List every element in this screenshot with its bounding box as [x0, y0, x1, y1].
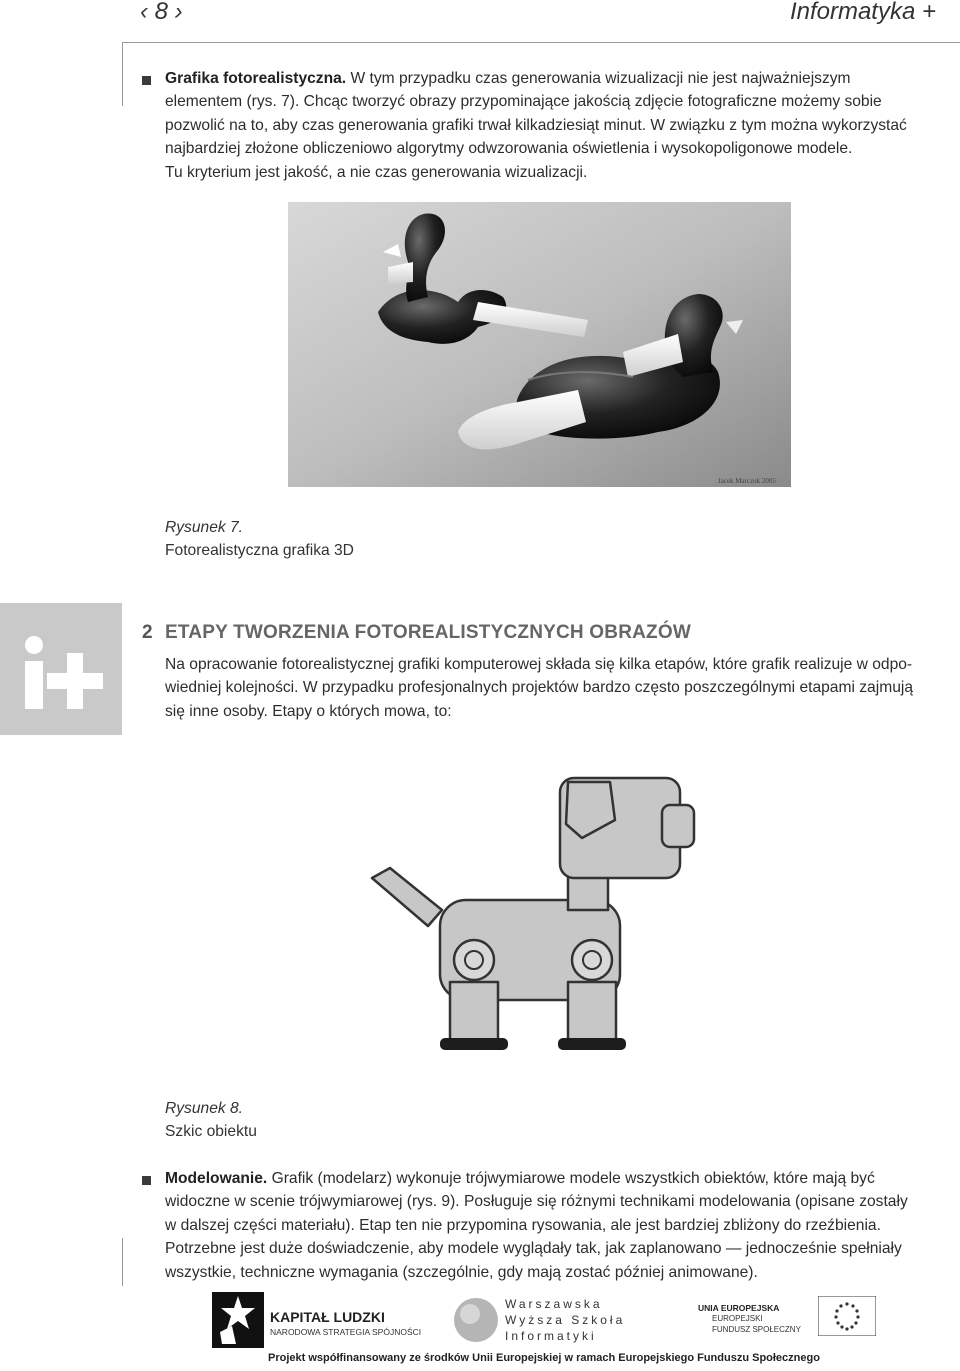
- i-plus-icon: [0, 603, 122, 735]
- paragraph-line: najbardziej złożone obliczeniowo algorytmy odwzorowania oświetlenia i wysokopoligonowe modele.: [165, 140, 853, 158]
- margin-rule-bottom: [122, 1238, 123, 1286]
- paragraph-line: elementem (rys. 7). Chcąc tworzyć obrazy przypominające jakością zdjęcie fotograficzne możemy sobie: [165, 93, 882, 111]
- bullet-title: Modelowanie.: [165, 1170, 268, 1187]
- paragraph-line: Modelowanie. Grafik (modelarz) wykonuje trójwymiarowe modele wszystkich obiektów, które mają być: [165, 1170, 875, 1187]
- ue-title: UNIA EUROPEJSKA: [698, 1303, 780, 1313]
- paragraph-stages: [165, 653, 925, 723]
- kapital-ludzki-subtitle: NARODOWA STRATEGIA SPÓJNOŚCI: [270, 1327, 422, 1337]
- eu-flag-icon: [818, 1296, 876, 1336]
- wwsi-line: Warszawska: [505, 1297, 603, 1311]
- paragraph-line: pozwolić na to, aby czas generowania grafiki trwał kilkadziesiąt minut. W związku z tym można wykorzystać: [165, 116, 907, 134]
- paragraph-line: Potrzebne jest duże doświadczenie, aby modele wyglądały tak, jak zaplanowano — jednocześnie spełniały: [165, 1240, 902, 1258]
- figure-7-signature: Jacek Marczuk 2005: [718, 477, 776, 485]
- bullet-square: [142, 76, 151, 85]
- paragraph-photorealistic: [165, 67, 925, 184]
- section-number: 2: [142, 622, 153, 643]
- informatyka-plus-logo: [0, 603, 122, 735]
- paragraph-line: się inne osoby. Etapy o których mowa, to:: [165, 702, 452, 720]
- paragraph-modeling: [165, 1167, 925, 1284]
- page-number: ‹ 8 ›: [140, 0, 183, 25]
- kapital-ludzki-logo-icon: [212, 1292, 264, 1348]
- figure-8-caption: Szkic obiektu: [165, 1123, 257, 1140]
- paragraph-line: wszystkie, techniczne wymagania (szczególnie, gdy mają zostać później animowane).: [165, 1263, 758, 1281]
- paragraph-line: w dalszej części materiału). Etap ten nie przypomina rysowania, ale jest bardziej zbliżony do rzeźbienia.: [165, 1216, 881, 1234]
- wwsi-line: Informatyki: [505, 1329, 597, 1343]
- paragraph-line: widoczne w scenie trójwymiarowej (rys. 9). Posługuje się różnymi technikami modelowania (opisane zostały: [165, 1193, 908, 1211]
- bullet-title: Grafika fotorealistyczna.: [165, 70, 347, 87]
- figure-7-ducks-image: [288, 202, 791, 487]
- project-funding-line: Projekt współfinansowany ze środków Unii Europejskiej w ramach Europejskiego Funduszu Społecznego: [268, 1352, 820, 1364]
- paragraph-line: Na opracowanie fotorealistycznej grafiki komputerowej składa się kilka etapów, które grafik realizuje w odpo-: [165, 656, 913, 673]
- header-rule: [122, 42, 960, 43]
- figure-7-caption: Fotorealistyczna grafika 3D: [165, 542, 354, 559]
- ue-subtitle-1: EUROPEJSKI: [712, 1314, 763, 1323]
- bullet-square: [142, 1176, 151, 1185]
- kapital-ludzki-title: KAPITAŁ LUDZKI: [270, 1309, 385, 1325]
- figure-7-label: Rysunek 7.: [165, 519, 244, 536]
- figure-8-label: Rysunek 8.: [165, 1100, 244, 1117]
- section-title: ETAPY TWORZENIA FOTOREALISTYCZNYCH OBRAZÓW: [165, 622, 691, 643]
- paragraph-line: Tu kryterium jest jakość, a nie czas generowania wizualizacji.: [165, 163, 588, 181]
- margin-rule-top: [122, 42, 123, 106]
- wwsi-globe-icon: [452, 1296, 500, 1344]
- series-title: Informatyka +: [789, 0, 936, 25]
- wwsi-line: Wyższa Szkoła: [505, 1313, 626, 1327]
- paragraph-line: wiedniej kolejności. W przypadku profesjonalnych projektów bardzo często poszczególnymi etapami zajmują: [165, 679, 913, 697]
- figure-8-robot-dog-sketch: [330, 760, 710, 1060]
- ue-subtitle-2: FUNDUSZ SPOŁECZNY: [712, 1325, 801, 1334]
- wwsi-name: [505, 1296, 625, 1344]
- paragraph-line: Grafika fotorealistyczna. W tym przypadku czas generowania wizualizacji nie jest najważniejszym: [165, 70, 851, 87]
